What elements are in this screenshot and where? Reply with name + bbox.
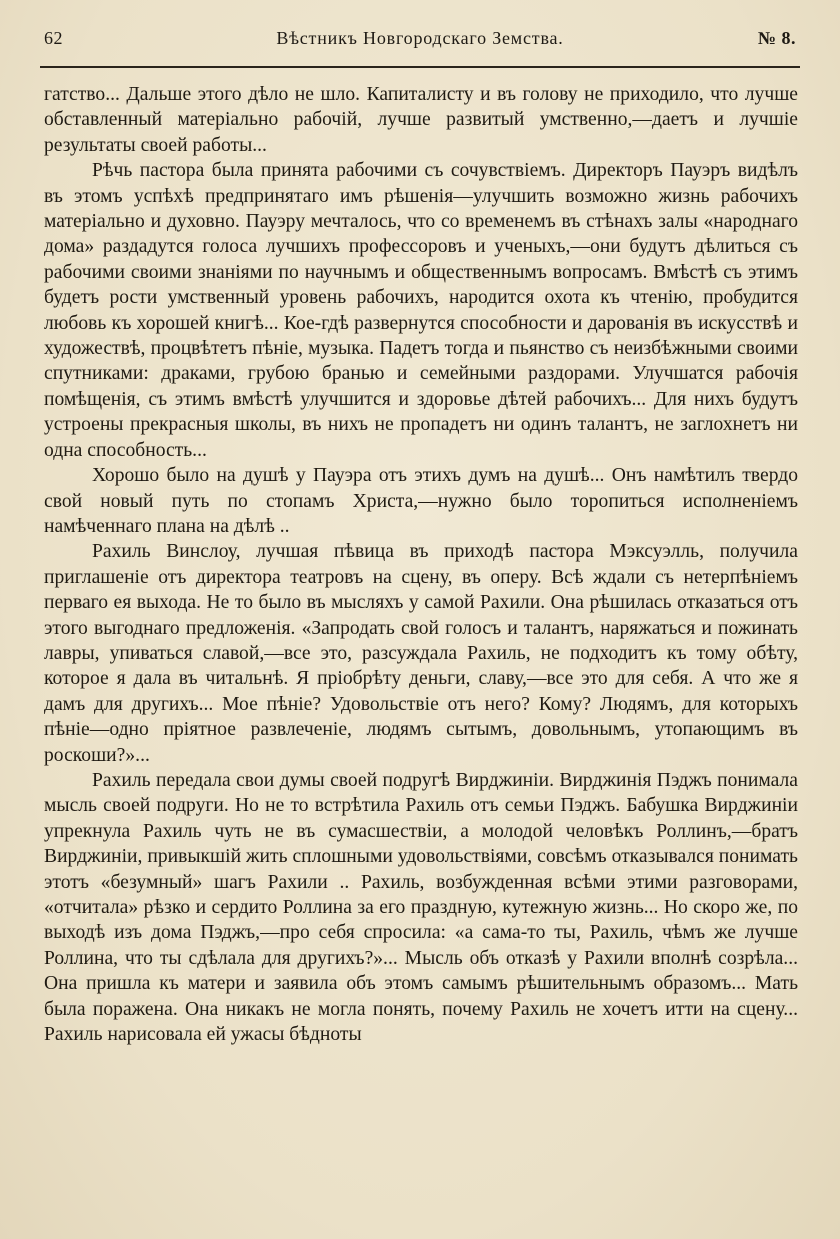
paragraph: Рахиль Винслоу, лучшая пѣвица въ приходѣ пастора Мэксуэлль, получила приглашеніе отъ директора театровъ на сцену, въ оперу. Всѣ ждали съ нетерпѣніемъ перваго ея выхода. Не то было въ мысляхъ у самой Рахили. Она рѣшилась отказаться отъ этого выгоднаго предложенія. «Запродать свой голосъ и талантъ, наряжаться и пожинать лавры, упиваться славой,—все это, разсуждала Рахиль, не подходитъ къ тому обѣту, которое я дала въ читальнѣ. Я пріобрѣту деньги, славу,—все это для себя. А что же я дамъ для другихъ... Мое пѣніе? Удовольствіе отъ него? Кому? Людямъ, для которыхъ пѣніе—одно пріятное развлеченіе, людямъ сытымъ, довольнымъ, утопающимъ въ роскоши?»... (44, 541, 798, 766)
paragraph: Рѣчь пастора была принята рабочими съ сочувствіемъ. Директоръ Пауэръ видѣлъ въ этомъ успѣхѣ предпринятаго имъ рѣшенія—улучшить возможно жизнь рабочихъ матеріально и духовно. Пауэру мечталось, что со временемъ въ стѣнахъ залы «народнаго дома» раздадутся голоса лучшихъ профессоровъ и ученыхъ,—они будутъ дѣлиться съ рабочими своими знаніями по научнымъ и общественнымъ вопросамъ. Вмѣстѣ съ этимъ будетъ рости умственный уровень рабочихъ, народится охота къ чтенію, пробудится любовь къ хорошей книгѣ... Кое-гдѣ развернутся способности и дарованія въ искусствѣ и художествѣ, процвѣтетъ пѣніе, музыка. Падетъ тогда и пьянство съ неизбѣжными своими спутниками: драками, грубою бранью и семейными раздорами. Улучшатся рабочія помѣщенія, съ этимъ вмѣстѣ улучшится и здоровье дѣтей рабочихъ... Для нихъ будутъ устроены прекрасныя школы, въ нихъ не пропадетъ ни одинъ талантъ, не заглохнетъ ни одна способность... (44, 160, 798, 461)
issue-number: № 8. (757, 28, 796, 48)
journal-title: Вѣстникъ Новгородскаго Земства. (276, 28, 564, 48)
running-header (44, 28, 796, 58)
page-number: 62 (44, 28, 63, 48)
paragraph: гатство... Дальше этого дѣло не шло. Капиталисту и въ голову не приходило, что лучше обставленный матеріально рабочій, лучше развитый умственно,—даетъ и лучшіе результаты своей работы... (44, 84, 798, 156)
paragraph: Хорошо было на душѣ у Пауэра отъ этихъ думъ на душѣ... Онъ намѣтилъ твердо свой новый путь по стопамъ Христа,—нужно было торопиться исполненіемъ намѣченнаго плана на дѣлѣ .. (44, 465, 798, 537)
paragraph: Рахиль передала свои думы своей подругѣ Вирджиніи. Вирджинія Пэджъ понимала мысль своей подруги. Но не то встрѣтила Рахиль отъ семьи Пэджъ. Бабушка Вирджиніи упрекнула Рахиль чуть не въ сумасшествіи, а молодой человѣкъ Роллинъ,—братъ Вирджиніи, привыкшій жить сплошными удовольствіями, совсѣмъ отказывался понимать этотъ «безумный» шагъ Рахили .. Рахиль, возбужденная всѣми этими разговорами, «отчитала» рѣзко и сердито Роллина за его праздную, кутежную жизнь... Но скоро же, по выходѣ изъ дома Пэджъ,—про себя спросила: «а сама-то ты, Рахиль, чѣмъ же лучше Роллина, что ты сдѣлала для другихъ?»... Мысль объ отказѣ у Рахили вполнѣ созрѣла... Она пришла къ матери и заявила объ этомъ самымъ рѣшительнымъ образомъ... Мать была поражена. Она никакъ не могла понять, почему Рахиль не хочетъ итти на сцену... Рахиль нарисовала ей ужасы бѣдноты (44, 769, 798, 1046)
header-rule (40, 66, 800, 68)
article-body (44, 82, 798, 1047)
